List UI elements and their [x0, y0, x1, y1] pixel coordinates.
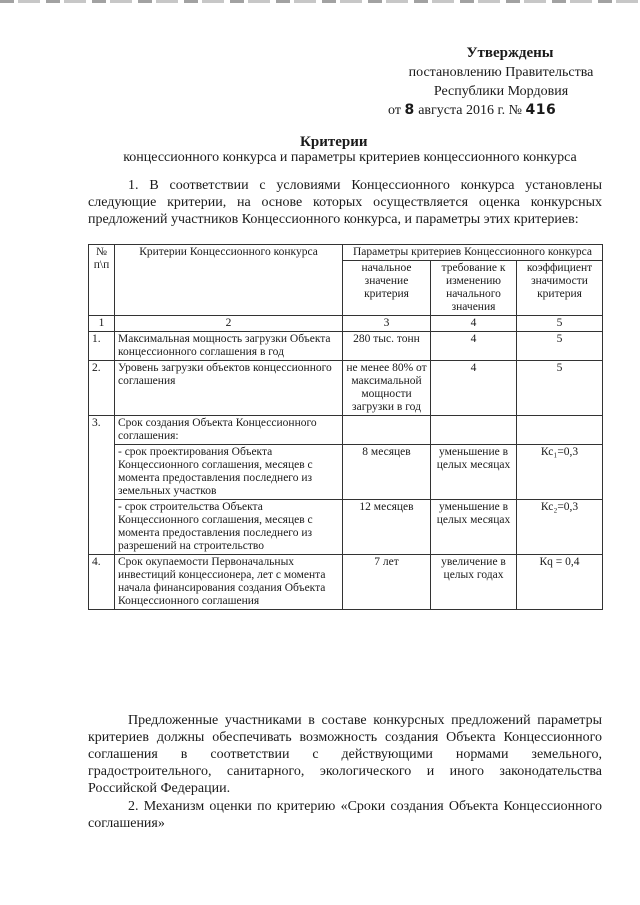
table-row	[89, 416, 603, 445]
table-row	[89, 332, 603, 361]
criteria-table	[88, 244, 603, 610]
row-initial: 7 лет	[343, 555, 431, 610]
header-initial: начальное значение критерия	[343, 261, 431, 316]
footer-paragraph: Предложенные участниками в составе конкурсных предложений параметры критериев должны обеспечивать возможность создания Объекта Концессионного соглашения в соответствии с действующими нормами земельного, градостроительного, санитарного, экологического и иного законодательства Российской Федерации.	[88, 713, 602, 796]
row-criteria: - срок строительства Объекта Концессионного соглашения, месяцев с момента предоставления последнего из разрешений на строительство	[115, 500, 343, 555]
row-coefficient: Кq = 0,4	[517, 555, 603, 610]
row-initial: 280 тыс. тонн	[343, 332, 431, 361]
row-num: 3.	[89, 416, 115, 555]
row-requirement: 4	[431, 361, 517, 416]
row-initial	[343, 416, 431, 445]
col-number: 4	[431, 316, 517, 332]
date-day: 8	[404, 102, 415, 118]
row-criteria: Максимальная мощность загрузки Объекта концессионного соглашения в год	[115, 332, 343, 361]
row-requirement: 4	[431, 332, 517, 361]
header-params: Параметры критериев Концессионного конкурса	[343, 245, 603, 261]
row-initial: не менее 80% от максимальной мощности загрузки в год	[343, 361, 431, 416]
header-requirement: требование к изменению начального значения	[431, 261, 517, 316]
row-coefficient: 5	[517, 332, 603, 361]
col-number: 1	[89, 316, 115, 332]
table-row	[89, 361, 603, 416]
approval-block	[370, 44, 610, 120]
approval-date-line	[370, 101, 610, 120]
row-requirement: уменьшение в целых месяцах	[431, 500, 517, 555]
row-coefficient: 5	[517, 361, 603, 416]
table-row	[89, 500, 603, 555]
col-number: 3	[343, 316, 431, 332]
footer-paragraph-2: 2. Механизм оценки по критерию «Сроки создания Объекта Концессионного соглашения»	[88, 799, 602, 831]
row-num: 4.	[89, 555, 115, 610]
column-number-row	[89, 316, 603, 332]
scan-artifact-line	[0, 0, 640, 3]
date-prefix: от	[388, 103, 401, 118]
row-criteria: - срок проектирования Объекта Концессионного соглашения, месяцев с момента предоставления последнего из земельных участков	[115, 445, 343, 500]
table-header-row-1	[89, 245, 603, 261]
row-requirement: увеличение в целых годах	[431, 555, 517, 610]
row-num: 2.	[89, 361, 115, 416]
row-coefficient	[517, 416, 603, 445]
approval-line-1: постановлению Правительства	[408, 65, 594, 80]
row-coefficient: Кс₁=0,3	[517, 445, 603, 500]
header-coefficient: коэффициент значимости критерия	[517, 261, 603, 316]
row-coefficient: Кс₂=0,3	[517, 500, 603, 555]
date-rest: августа 2016 г. №	[418, 103, 522, 118]
row-initial: 12 месяцев	[343, 500, 431, 555]
row-criteria: Срок окупаемости Первоначальных инвестиций концессионера, лет с момента начала финансирования создания Объекта Концессионного соглашения	[115, 555, 343, 610]
header-criteria: Критерии Концессионного конкурса	[115, 245, 343, 316]
row-criteria: Срок создания Объекта Концессионного соглашения:	[115, 416, 343, 445]
approval-heading: Утверждены	[466, 45, 554, 61]
decree-number: 416	[525, 102, 557, 118]
row-requirement	[431, 416, 517, 445]
document-subtitle: концессионного конкурса и параметры критериев концессионного конкурса	[123, 150, 577, 165]
document-title: Критерии	[300, 134, 368, 150]
row-initial: 8 месяцев	[343, 445, 431, 500]
col-number: 2	[115, 316, 343, 332]
row-criteria: Уровень загрузки объектов концессионного соглашения	[115, 361, 343, 416]
table-row	[89, 555, 603, 610]
col-number: 5	[517, 316, 603, 332]
header-num: № п\п	[89, 245, 115, 316]
approval-line-2: Республики Мордовия	[433, 84, 569, 99]
row-requirement: уменьшение в целых месяцах	[431, 445, 517, 500]
table-row	[89, 445, 603, 500]
row-num: 1.	[89, 332, 115, 361]
intro-paragraph: 1. В соответствии с условиями Концессионного конкурса установлены следующие критерии, на основе которых осуществляется оценка конкурсных предложений участников Концессионного конкурса, и параметры этих критериев:	[88, 178, 602, 227]
